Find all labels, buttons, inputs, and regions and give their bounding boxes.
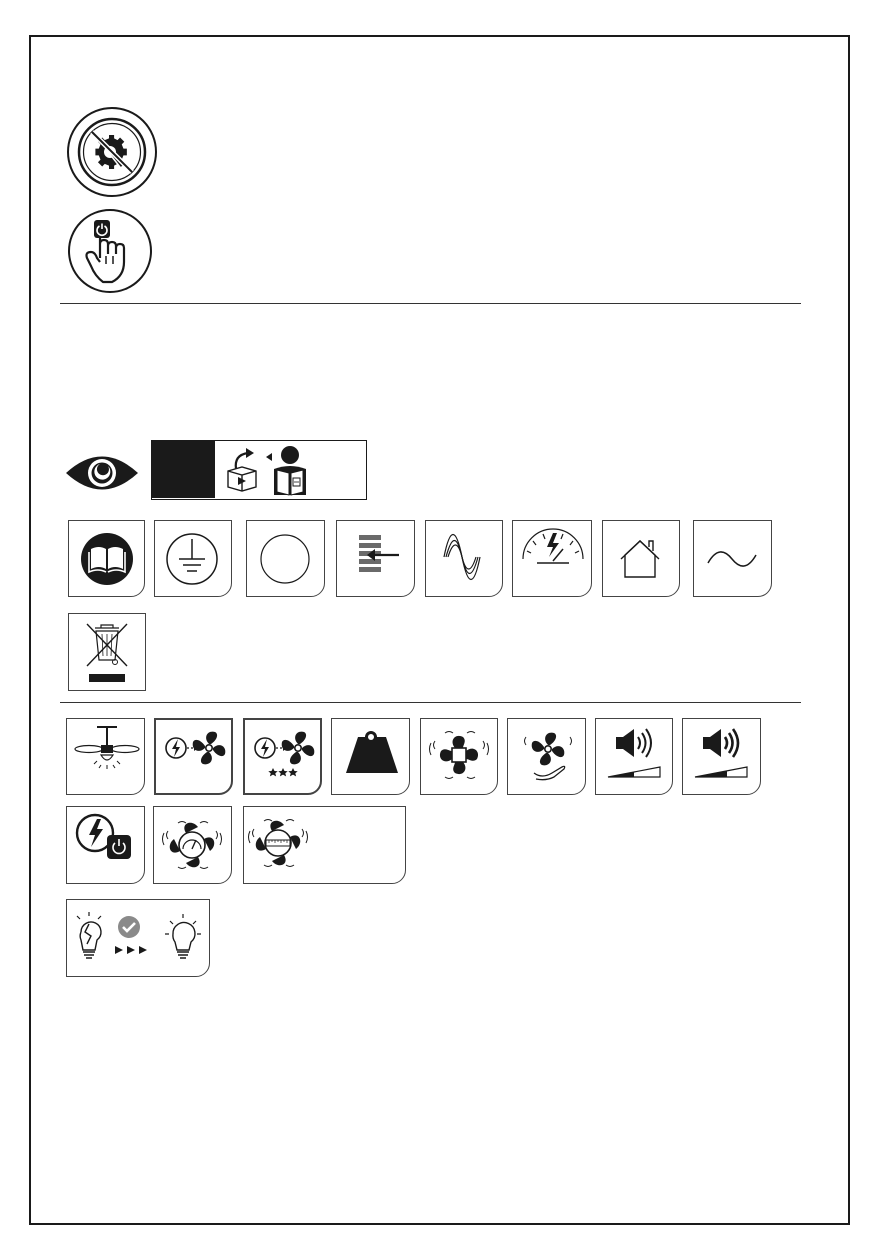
energy-fan-rating-icon (243, 718, 322, 795)
weight-icon (331, 718, 410, 795)
arrows-icon (115, 946, 147, 954)
section-divider (60, 303, 801, 304)
volume-low-icon (595, 718, 673, 795)
eye-icon (64, 452, 140, 499)
energy-fan-icon (154, 718, 233, 795)
broken-bulb-icon (77, 912, 101, 958)
power-button-press-icon (67, 208, 153, 299)
sine-waves-icon (425, 520, 503, 597)
fan-ruler-icon (243, 806, 406, 884)
insert-arrow-icon (336, 520, 415, 597)
read-manual-icon (68, 520, 145, 597)
banner-dark-block (152, 441, 215, 498)
manual-page (29, 35, 850, 1225)
new-bulb-icon (165, 914, 201, 958)
check-icon (118, 916, 140, 938)
volume-high-icon (682, 718, 761, 795)
indoor-use-house-icon (602, 520, 680, 597)
alternating-current-icon (693, 520, 772, 597)
weee-crossed-bin-icon (68, 613, 146, 691)
section-divider (60, 702, 801, 703)
lamp-replacement-panel (66, 899, 210, 977)
unpack-box-icon (224, 447, 264, 498)
protective-earth-icon (154, 520, 232, 597)
instruction-banner (151, 440, 367, 500)
ceiling-fan-light-icon (66, 718, 145, 795)
fan-speed-gauge-icon (153, 806, 232, 884)
no-diy-repair-icon (65, 105, 159, 204)
fan-hand-icon (507, 718, 586, 795)
class-ii-circle-icon (246, 520, 325, 597)
voltage-gauge-icon (512, 520, 592, 597)
standby-power-icon (66, 806, 145, 884)
fan-airflow-icon (420, 718, 498, 795)
read-manual-person-icon (264, 445, 314, 502)
